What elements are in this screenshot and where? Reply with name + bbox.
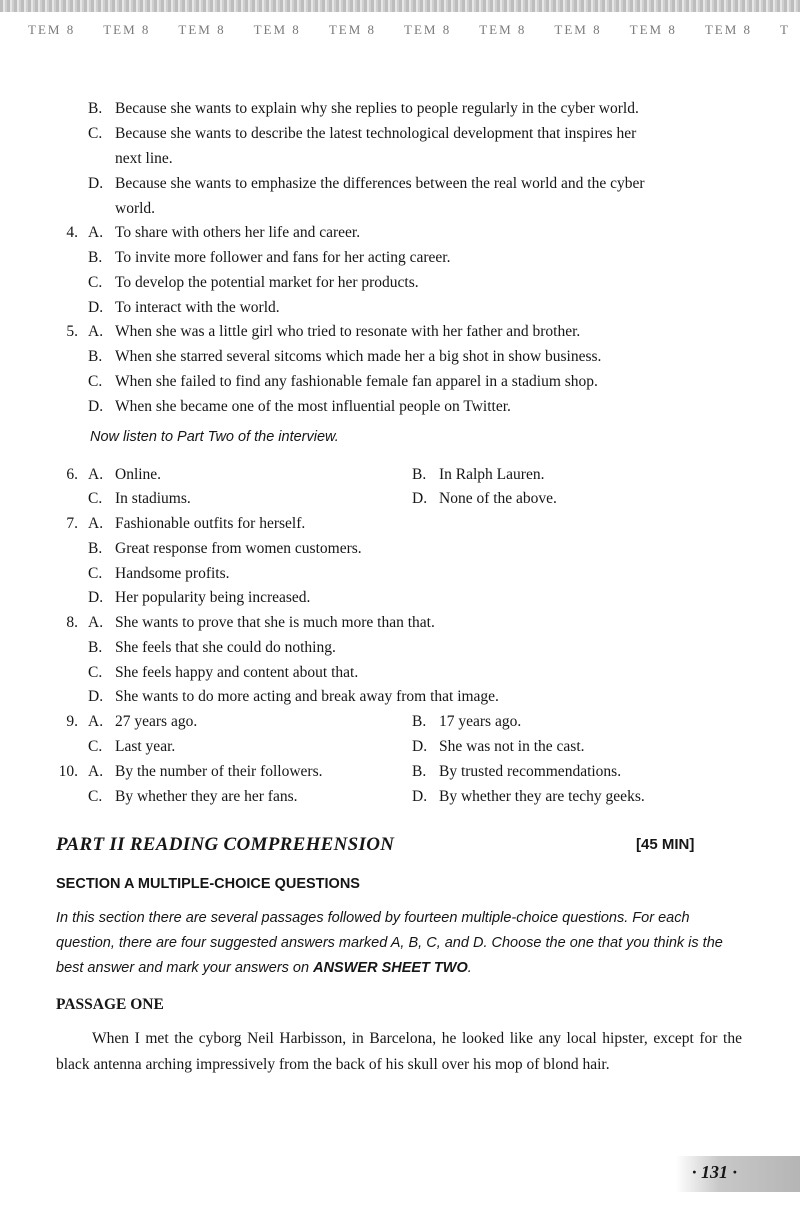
option-letter: A.: [88, 323, 104, 340]
option-text: She wants to prove that she is much more than that.: [115, 614, 435, 631]
option-text: To develop the potential market for her products.: [115, 274, 419, 291]
option-letter: D.: [412, 738, 428, 755]
option-letter: A.: [88, 466, 104, 483]
page-number: · 131 ·: [692, 1162, 737, 1182]
option-letter: B.: [88, 100, 103, 117]
option-letter: C.: [88, 274, 103, 291]
option-text: To interact with the world.: [115, 299, 280, 316]
option-letter: B.: [412, 466, 427, 483]
option-letter: A.: [88, 515, 104, 532]
passage-paragraph: When I met the cyborg Neil Harbisson, in Barcelona, he looked like any local hipster, except for the black antenna arching impressively from the back of his skull over his mop of blond hair.: [56, 1030, 742, 1073]
question-number: 9.: [66, 713, 78, 730]
question-number: 6.: [66, 466, 78, 483]
header-item: TEM 8: [404, 22, 452, 37]
option-letter: B.: [88, 639, 103, 656]
option-letter: D.: [412, 788, 428, 805]
option-text: Because she wants to emphasize the differences between the real world and the cyber: [115, 175, 645, 192]
option-letter: C.: [88, 125, 103, 142]
option-text: 27 years ago.: [115, 713, 198, 730]
option-text: In Ralph Lauren.: [439, 466, 545, 483]
option-letter: D.: [88, 299, 104, 316]
header-item: TEM 8: [28, 22, 76, 37]
option-text: Fashionable outfits for herself.: [115, 515, 306, 532]
option-text: When she starred several sitcoms which made her a big shot in show business.: [115, 348, 602, 365]
question-number: 10.: [58, 763, 78, 780]
passage-title: PASSAGE ONE: [56, 996, 164, 1013]
option-text: None of the above.: [439, 490, 557, 507]
option-text: When she was a little girl who tried to resonate with her father and brother.: [115, 323, 581, 340]
page-number-tab: [676, 1156, 800, 1192]
question-number: 4.: [66, 224, 78, 241]
option-letter: D.: [88, 589, 104, 606]
option-letter: A.: [88, 224, 104, 241]
header-item: TEM 8: [328, 22, 377, 37]
option-text: To invite more follower and fans for her acting career.: [115, 249, 451, 266]
option-letter: D.: [412, 490, 428, 507]
header-item: TEM 8: [178, 22, 226, 37]
option-text: Last year.: [115, 738, 176, 755]
option-text: To share with others her life and career.: [115, 224, 361, 241]
option-letter: C.: [88, 664, 103, 681]
question-number: 7.: [66, 515, 78, 532]
option-text: next line.: [115, 150, 173, 167]
instructions-end: .: [467, 960, 472, 976]
option-text: By trusted recommendations.: [439, 763, 622, 780]
option-letter: D.: [88, 688, 104, 705]
option-letter: B.: [88, 348, 103, 365]
part-time-limit: [45 MIN]: [636, 836, 695, 853]
option-letter: A.: [88, 614, 104, 631]
instructions-text: In this section there are several passages followed by fourteen multiple-choice questions. For each question, there are four suggested answers marked A, B, C, and D. Choose the one that you think is the best answer and mark your answers on: [56, 910, 723, 976]
option-text: Online.: [115, 466, 162, 483]
header-item: TEM 8: [253, 22, 301, 37]
option-text: She was not in the cast.: [439, 738, 585, 755]
part-two-note: Now listen to Part Two of the interview.: [90, 429, 339, 445]
option-letter: C.: [88, 788, 103, 805]
option-text: 17 years ago.: [439, 713, 522, 730]
instructions-emphasis: ANSWER SHEET TWO: [313, 960, 468, 976]
option-text: By whether they are her fans.: [115, 788, 298, 805]
option-text: She wants to do more acting and break away from that image.: [115, 688, 499, 705]
header-item: TEM 8: [704, 22, 753, 37]
option-letter: B.: [88, 249, 103, 266]
question-number: 5.: [66, 323, 78, 340]
option-letter: D.: [88, 175, 104, 192]
header-item: TEM 8: [554, 22, 602, 37]
option-text: In stadiums.: [115, 490, 191, 507]
option-text: When she failed to find any fashionable female fan apparel in a stadium shop.: [115, 373, 598, 390]
option-text: Her popularity being increased.: [115, 589, 311, 606]
option-letter: C.: [88, 490, 103, 507]
option-letter: A.: [88, 713, 104, 730]
option-letter: C.: [88, 565, 103, 582]
option-text: Because she wants to describe the latest technological development that inspires her: [115, 125, 637, 142]
top-scan-band: [0, 0, 800, 12]
running-header: [0, 22, 800, 38]
option-text: Because she wants to explain why she replies to people regularly in the cyber world.: [115, 100, 639, 117]
option-text: Great response from women customers.: [115, 540, 362, 557]
option-text: She feels that she could do nothing.: [115, 639, 336, 656]
header-item: TEM 8: [479, 22, 527, 37]
header-item: T: [780, 22, 790, 37]
option-letter: C.: [88, 738, 103, 755]
header-item: TEM 8: [103, 22, 151, 37]
part-title: PART II READING COMPREHENSION: [56, 834, 395, 855]
question-number: 8.: [66, 614, 78, 631]
option-letter: B.: [412, 713, 427, 730]
option-letter: B.: [412, 763, 427, 780]
option-text: world.: [115, 200, 156, 217]
option-text: Handsome profits.: [115, 565, 230, 582]
section-title: SECTION A MULTIPLE-CHOICE QUESTIONS: [56, 876, 360, 892]
section-instructions: [56, 906, 746, 981]
option-letter: D.: [88, 398, 104, 415]
option-letter: C.: [88, 373, 103, 390]
option-letter: B.: [88, 540, 103, 557]
option-text: By whether they are techy geeks.: [439, 788, 645, 805]
option-text: When she became one of the most influential people on Twitter.: [115, 398, 511, 415]
option-letter: A.: [88, 763, 104, 780]
option-text: She feels happy and content about that.: [115, 664, 359, 681]
header-item: TEM 8: [629, 22, 677, 37]
option-text: By the number of their followers.: [115, 763, 323, 780]
